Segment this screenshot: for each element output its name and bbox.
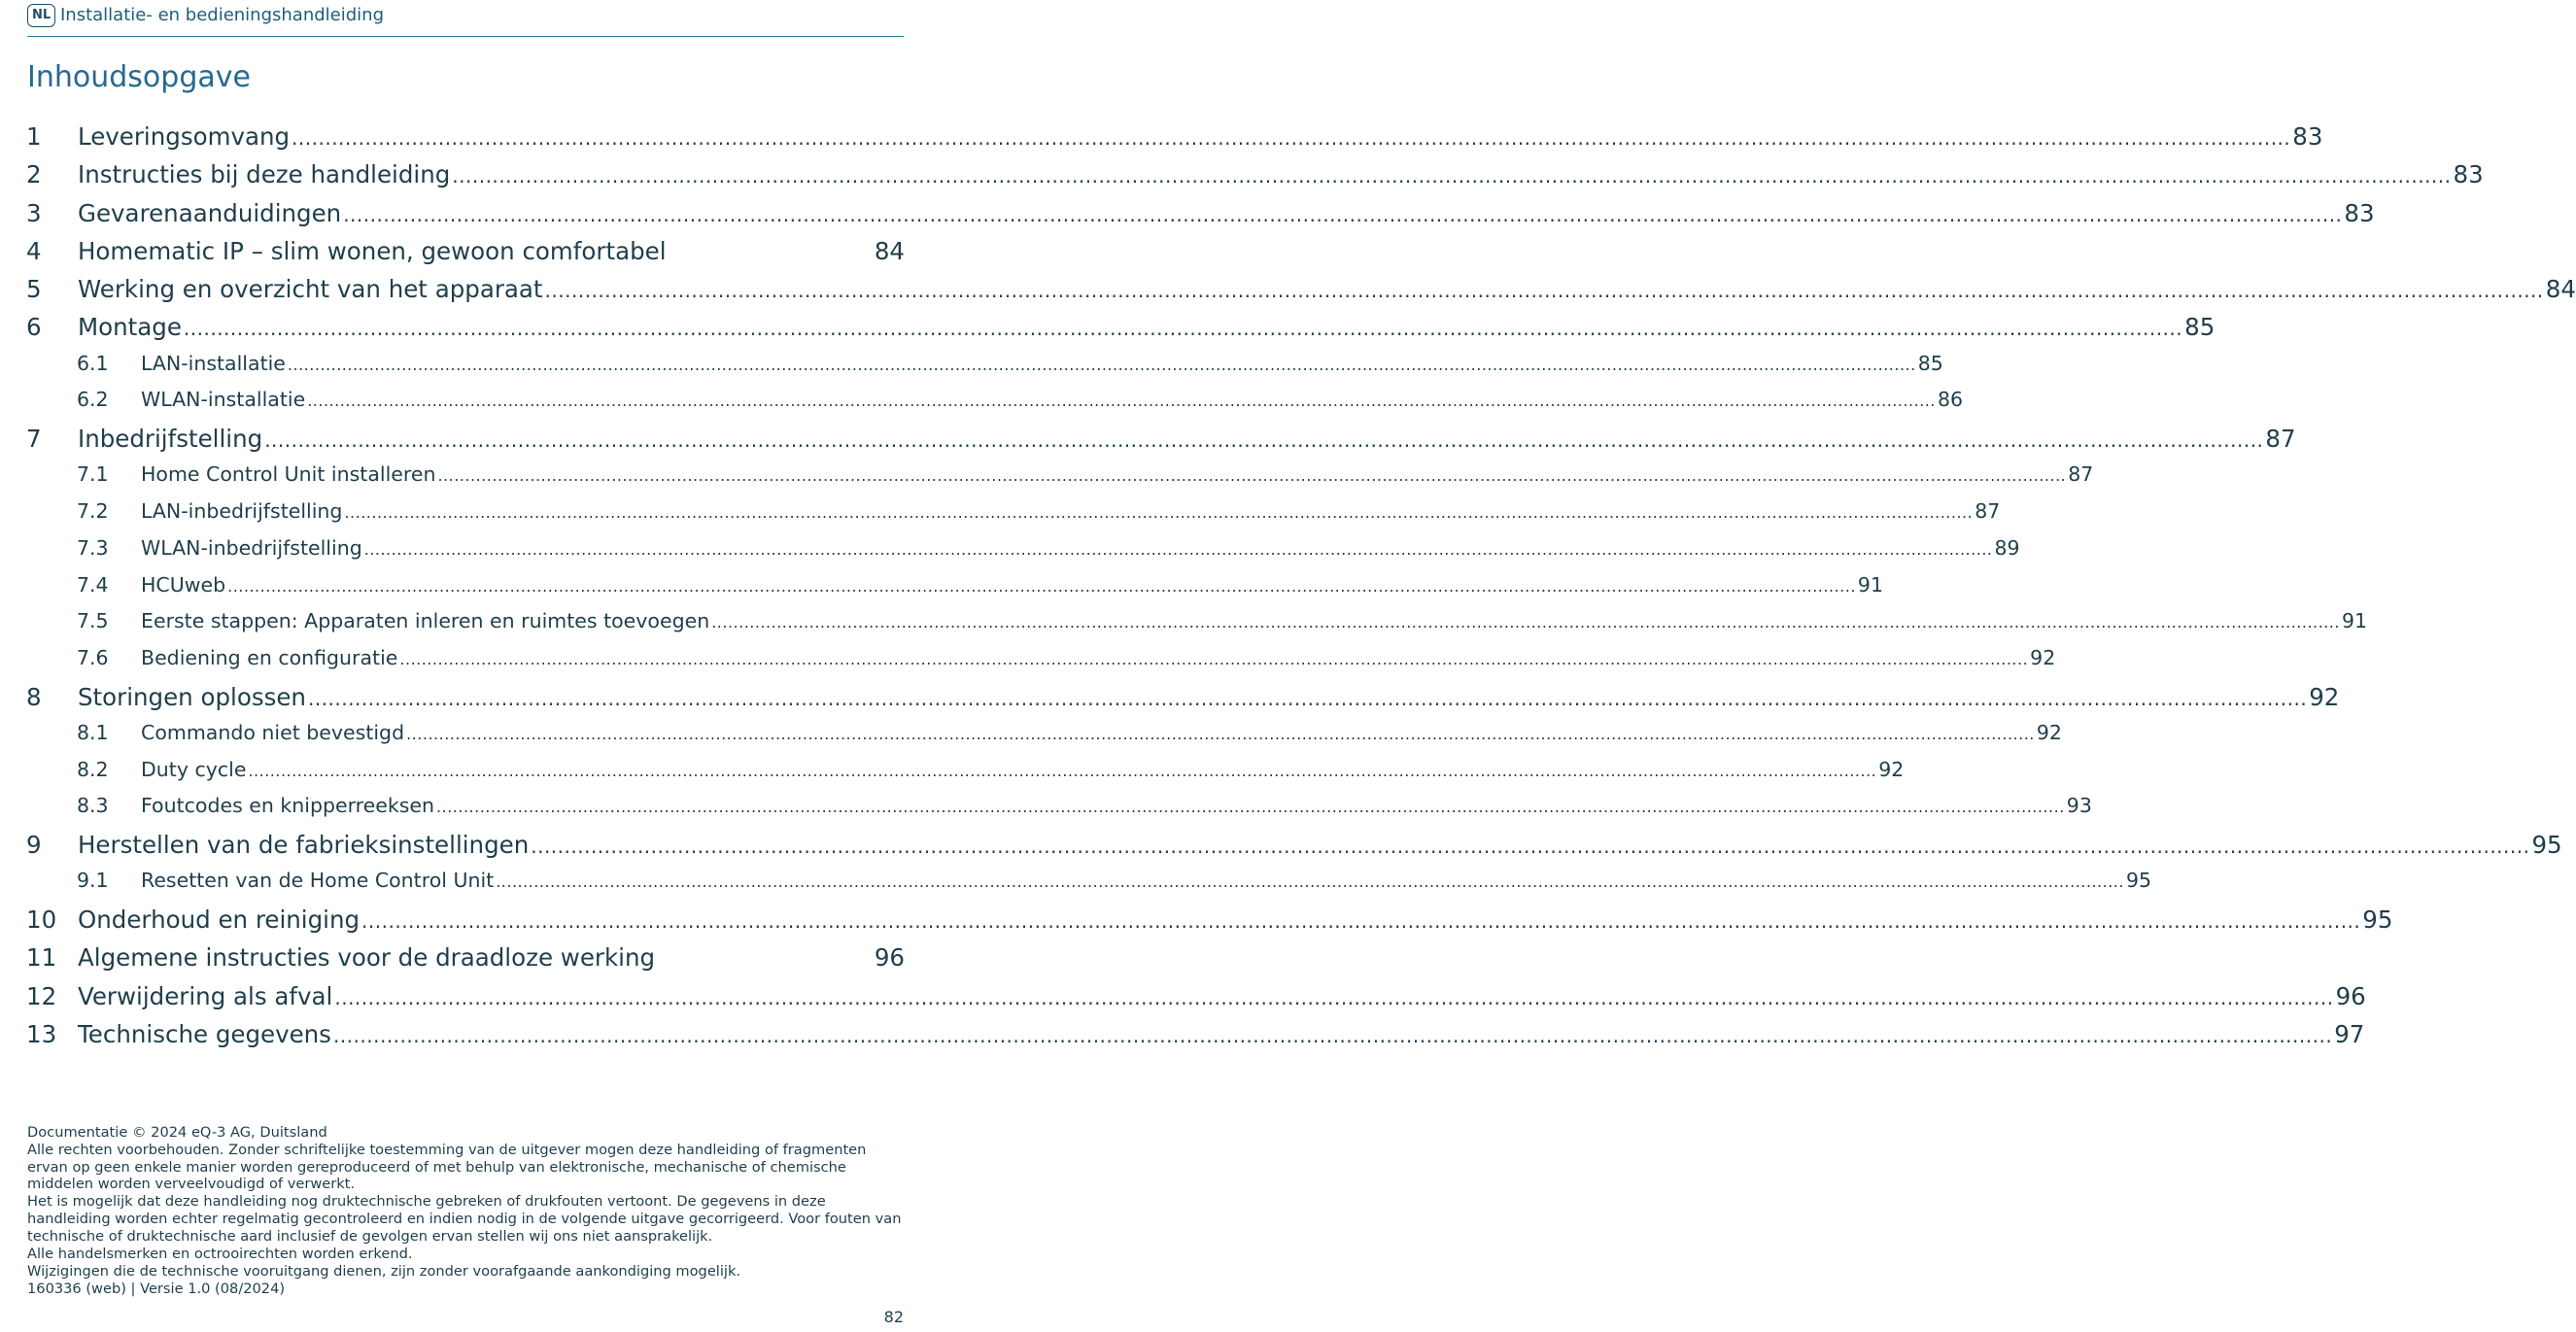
toc-entry-label: HCUweb — [141, 572, 226, 597]
toc-entry[interactable] — [26, 307, 2215, 345]
dot-leader: ............................................................................................................................................................................................................................................................................................................ — [363, 539, 1993, 559]
toc-entry-page: 92 — [2036, 720, 2062, 744]
toc-entry[interactable] — [26, 900, 2393, 938]
toc-entry[interactable] — [26, 530, 2020, 567]
toc-entry-label: Eerste stappen: Apparaten inleren en ruimtes toevoegen — [141, 609, 710, 633]
toc-heading: Inhoudsopgave — [27, 60, 251, 94]
toc-entry-label: Commando niet bevestigd — [141, 720, 405, 744]
dot-leader: ............................................................................................................................................................................................................................................................................................................ — [361, 908, 2361, 933]
toc-entry-label: Storingen oplossen — [78, 682, 306, 711]
footer-line: Documentatie © 2024 eQ-3 AG, Duitsland — [27, 1124, 327, 1141]
toc-entry-number: 6.1 — [77, 351, 109, 375]
footer-line: Alle rechten voorbehouden. Zonder schriftelijke toestemming van de uitgever mogen deze handleiding of fragmenten ervan op geen enkele manier worden gereproduceerd of met behulp van elektronische, mechanische of chemische middelen worden verveelvoudigd of verwerkt. — [27, 1142, 867, 1193]
toc-entry[interactable] — [26, 193, 2375, 231]
toc-entry-page: 89 — [1994, 535, 2020, 560]
dot-leader: ............................................................................................................................................................................................................................................................................................................ — [344, 503, 1974, 523]
manual-title: Installatie- en bedieningshandleiding — [60, 5, 384, 25]
toc-entry-label: Instructies bij deze handleiding — [78, 160, 451, 189]
toc-entry-label: Foutcodes en knipperreeksen — [141, 794, 435, 818]
toc-entry-page: 92 — [2309, 682, 2340, 711]
toc-entry-page: 96 — [874, 943, 905, 973]
toc-entry-page: 95 — [2531, 830, 2562, 859]
toc-entry-page: 84 — [874, 236, 905, 265]
toc-entry[interactable] — [26, 603, 2368, 640]
toc-entry-number: 13 — [26, 1019, 57, 1048]
toc-entry[interactable] — [26, 419, 2296, 457]
toc-entry-page: 87 — [2068, 462, 2094, 487]
toc-entry-page: 86 — [1937, 388, 1964, 412]
dot-leader: ............................................................................................................................................................................................................................................................................................................ — [436, 798, 2065, 817]
toc-entry-page: 83 — [2344, 198, 2375, 227]
copyright-notice — [27, 1124, 902, 1298]
toc-entry-page: 85 — [1917, 351, 1943, 375]
toc-entry-page: 96 — [2335, 981, 2366, 1010]
page-number: 82 — [883, 1308, 904, 1326]
toc-entry-label: LAN-inbedrijfstelling — [141, 499, 343, 524]
toc-entry-label: Verwijdering als afval — [78, 981, 333, 1010]
toc-entry-page: 83 — [2453, 160, 2484, 189]
footer-line: 160336 (web) | Versie 1.0 (08/2024) — [27, 1280, 286, 1297]
toc-entry-page: 95 — [2362, 905, 2393, 934]
dot-leader: ............................................................................................................................................................................................................................................................................................................ — [406, 724, 2035, 743]
dot-leader: ............................................................................................................................................................................................................................................................................................................ — [292, 126, 2291, 150]
toc-entry-number: 11 — [26, 943, 57, 973]
toc-entry-number: 7 — [26, 425, 42, 454]
dot-leader: ............................................................................................................................................................................................................................................................................................................ — [307, 392, 1936, 411]
toc-entry-page: 91 — [2341, 609, 2368, 633]
toc-entry-label: Montage — [78, 313, 182, 342]
toc-entry-number: 4 — [26, 236, 42, 265]
toc-entry[interactable] — [26, 346, 1943, 383]
dot-leader: ............................................................................................................................................................................................................................................................................................................ — [183, 317, 2183, 341]
toc-entry-page: 93 — [2066, 794, 2092, 818]
toc-entry-number: 7.2 — [77, 499, 109, 524]
toc-entry-number: 7.1 — [77, 462, 109, 487]
toc-entry[interactable] — [26, 938, 905, 975]
toc-entry[interactable] — [26, 825, 2562, 863]
footer-line: Alle handelsmerken en octrooirechten worden erkend. — [27, 1245, 413, 1262]
dot-leader: ............................................................................................................................................................................................................................................................................................................ — [227, 576, 1856, 596]
dot-leader: ............................................................................................................................................................................................................................................................................................................ — [307, 686, 2308, 710]
toc-entry-number: 8.3 — [77, 794, 109, 818]
toc-entry-label: WLAN-inbedrijfstelling — [141, 535, 362, 560]
toc-entry-number: 6 — [26, 313, 42, 342]
toc-entry-number: 5 — [26, 275, 42, 304]
toc-entry[interactable] — [26, 231, 905, 269]
toc-entry[interactable] — [26, 269, 2576, 307]
toc-entry-label: Leveringsomvang — [78, 122, 291, 151]
toc-entry-number: 6.2 — [77, 388, 109, 412]
toc-entry[interactable] — [26, 154, 2484, 192]
dot-leader: ............................................................................................................................................................................................................................................................................................................ — [343, 202, 2343, 226]
toc-entry-number: 12 — [26, 981, 57, 1010]
toc-entry-label: Duty cycle — [141, 757, 247, 781]
page-header — [27, 4, 904, 37]
toc-entry-page: 91 — [1857, 572, 1883, 597]
toc-entry-number: 3 — [26, 198, 42, 227]
footer-line: Wijzigingen die de technische vooruitgang dienen, zijn zonder voorafgaande aankondiging mogelijk. — [27, 1262, 741, 1280]
toc-entry-number: 8 — [26, 682, 42, 711]
toc-entry-label: Werking en overzicht van het apparaat — [78, 275, 543, 304]
dot-leader: ............................................................................................................................................................................................................................................................................................................ — [334, 985, 2334, 1009]
toc-entry-number: 10 — [26, 905, 57, 934]
toc-entry-number: 7.4 — [77, 572, 109, 597]
toc-entry-label: Algemene instructies voor de draadloze werking — [78, 943, 656, 973]
toc-entry-number: 7.6 — [77, 645, 109, 669]
dot-leader: ............................................................................................................................................................................................................................................................................................................ — [399, 649, 2029, 668]
toc-entry-page: 92 — [2030, 645, 2056, 669]
toc-entry[interactable] — [26, 863, 2152, 900]
language-badge: NL — [27, 4, 55, 27]
toc-entry-label: Inbedrijfstelling — [78, 425, 263, 454]
toc-entry-page: 92 — [1878, 757, 1905, 781]
toc-entry[interactable] — [26, 976, 2366, 1014]
toc-entry-label: Resetten van de Home Control Unit — [141, 869, 495, 893]
toc-entry-label: Home Control Unit installeren — [141, 462, 436, 487]
table-of-contents — [26, 117, 2576, 1052]
toc-entry-page: 83 — [2292, 122, 2323, 151]
toc-entry-number: 8.1 — [77, 720, 109, 744]
toc-entry[interactable] — [26, 1014, 2365, 1052]
toc-entry-number: 8.2 — [77, 757, 109, 781]
dot-leader: ............................................................................................................................................................................................................................................................................................................ — [544, 279, 2544, 303]
dot-leader: ............................................................................................................................................................................................................................................................................................................ — [711, 613, 2340, 632]
toc-entry-label: Bediening en configuratie — [141, 645, 398, 669]
toc-entry-label: Technische gegevens — [78, 1019, 331, 1048]
toc-entry-page: 95 — [2125, 869, 2152, 893]
dot-leader: ............................................................................................................................................................................................................................................................................................................ — [437, 466, 2067, 486]
toc-entry-page: 84 — [2545, 275, 2576, 304]
toc-entry-number: 7.5 — [77, 609, 109, 633]
footer-line: Het is mogelijk dat deze handleiding nog druktechnische gebreken of drukfouten vertoont. De gegevens in deze handleiding worden echter regelmatig gecontroleerd en indien nodig in de volgende uitgave gecorrigeerd. Voor fouten van technische of druktechnische aard inclusief de gevolgen ervan stellen wij ons niet aansprakelijk. — [27, 1193, 902, 1245]
dot-leader: ............................................................................................................................................................................................................................................................................................................ — [452, 164, 2452, 188]
toc-entry-number: 9 — [26, 830, 42, 859]
toc-entry-number: 9.1 — [77, 869, 109, 893]
toc-entry[interactable] — [26, 752, 1905, 789]
dot-leader: ............................................................................................................................................................................................................................................................................................................ — [332, 1023, 2333, 1047]
toc-entry[interactable] — [26, 382, 1964, 419]
toc-entry-number: 1 — [26, 122, 42, 151]
dot-leader: ............................................................................................................................................................................................................................................................................................................ — [264, 428, 2264, 453]
toc-entry[interactable] — [26, 494, 2001, 530]
toc-entry[interactable] — [26, 715, 2062, 752]
toc-entry-page: 87 — [1975, 499, 2001, 524]
toc-entry-page: 97 — [2334, 1019, 2365, 1048]
dot-leader: ............................................................................................................................................................................................................................................................................................................ — [248, 761, 1877, 780]
toc-entry-label: Onderhoud en reiniging — [78, 905, 361, 934]
toc-entry-label: LAN-installatie — [141, 351, 286, 375]
toc-entry-page: 87 — [2265, 425, 2296, 454]
toc-entry-label: Homematic IP – slim wonen, gewoon comfortabel — [78, 236, 667, 265]
dot-leader: ............................................................................................................................................................................................................................................................................................................ — [531, 834, 2530, 858]
toc-entry-label: Gevarenaanduidingen — [78, 198, 342, 227]
toc-entry[interactable] — [26, 567, 1883, 604]
toc-entry-number: 7.3 — [77, 535, 109, 560]
toc-entry[interactable] — [26, 640, 2056, 677]
toc-entry[interactable] — [26, 788, 2092, 825]
toc-entry-label: WLAN-installatie — [141, 388, 306, 412]
dot-leader: ............................................................................................................................................................................................................................................................................................................ — [496, 872, 2124, 892]
toc-entry-number: 2 — [26, 160, 42, 189]
toc-entry[interactable] — [26, 117, 2323, 154]
toc-entry[interactable] — [26, 677, 2340, 715]
toc-entry-page: 85 — [2184, 313, 2215, 342]
dot-leader: ............................................................................................................................................................................................................................................................................................................ — [287, 355, 1916, 374]
toc-entry-label: Herstellen van de fabrieksinstellingen — [78, 830, 530, 859]
toc-entry[interactable] — [26, 457, 2094, 494]
